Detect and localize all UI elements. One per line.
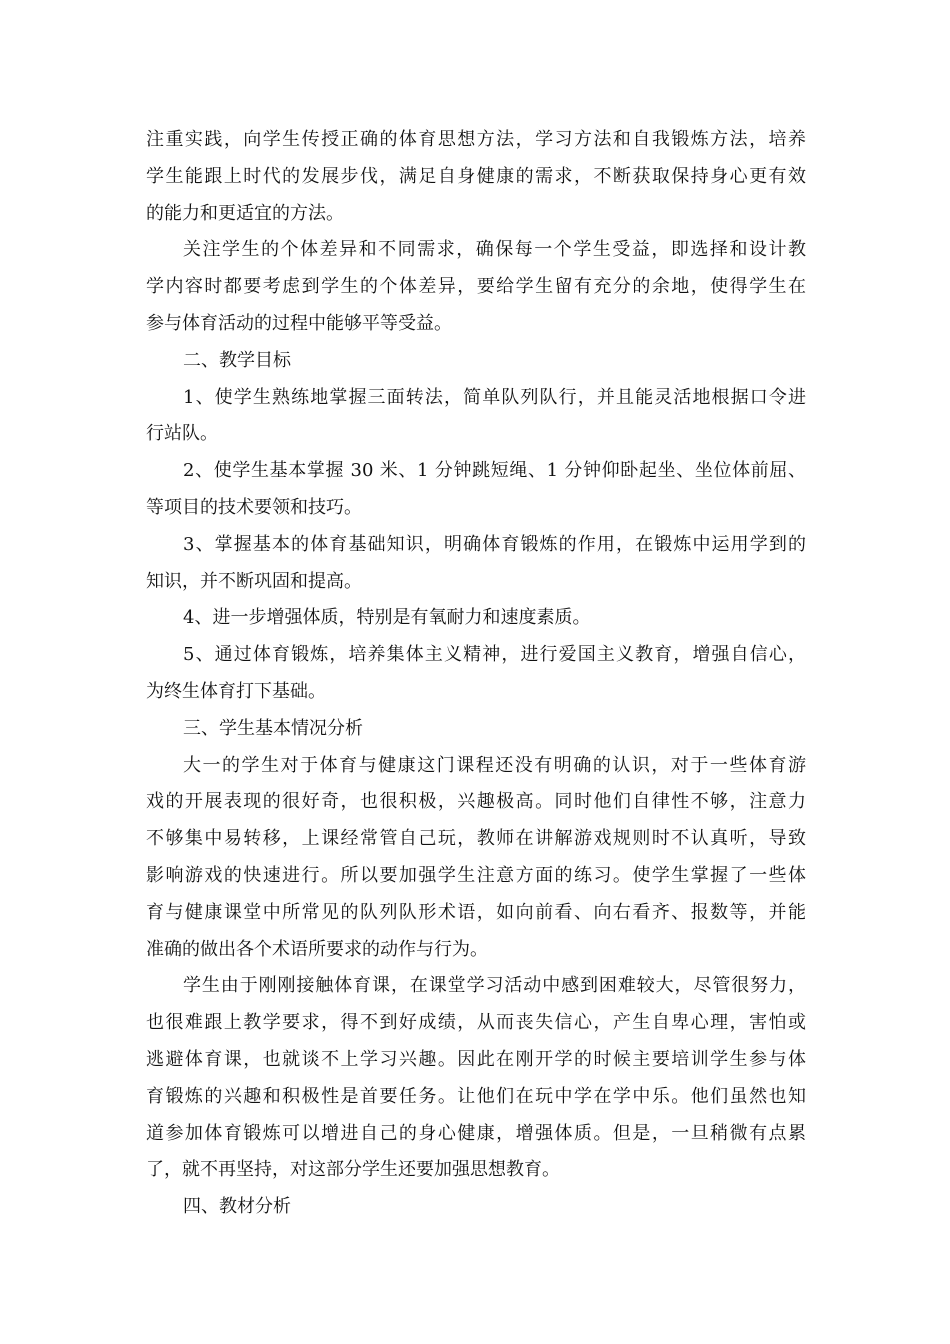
text-line: 等项目的技术要领和技巧。 [146,497,362,518]
text-line: 也很难跟上教学要求，得不到好成绩，从而丧失信心，产生自卑心理，害怕或 [146,1012,806,1034]
text-line: 3、掌握基本的体育基础知识，明确体育锻炼的作用，在锻炼中运用学到的 [183,533,806,555]
text-line: 2、使学生基本掌握 30 米、1 分钟跳短绳、1 分钟仰卧起坐、坐位体前屈、 [183,460,806,482]
text-line: 四、教材分析 [183,1196,291,1218]
text-line: 三、学生基本情况分析 [183,717,363,739]
text-line: 1、使学生熟练地掌握三面转法，简单队列队行，并且能灵活地根据口令进 [183,386,806,408]
text-line: 了，就不再坚持，对这部分学生还要加强思想教育。 [146,1159,560,1181]
text-line: 行站队。 [146,423,218,445]
text-line: 逃避体育课，也就谈不上学习兴趣。因此在刚开学的时候主要培训学生参与体 [146,1049,806,1070]
text-line: 关注学生的个体差异和不同需求，确保每一个学生受益，即选择和设计教 [183,239,806,261]
text-line: 注重实践，向学生传授正确的体育思想方法，学习方法和自我锻炼方法，培养 [146,129,806,150]
text-line: 5、通过体育锻炼，培养集体主义精神，进行爱国主义教育，增强自信心， [183,644,806,666]
text-line: 二、教学目标 [183,349,291,371]
text-line: 4、进一步增强体质，特别是有氧耐力和速度素质。 [183,607,591,629]
text-line: 大一的学生对于体育与健康这门课程还没有明确的认识，对于一些体育游 [183,754,806,776]
text-line: 的能力和更适宜的方法。 [146,202,344,224]
text-line: 育锻炼的兴趣和积极性是首要任务。让他们在玩中学在学中乐。他们虽然也知 [146,1085,806,1107]
text-line: 学内容时都要考虑到学生的个体差异，要给学生留有充分的余地，使得学生在 [146,276,806,298]
text-line: 参与体育活动的过程中能够平等受益。 [146,313,452,334]
text-line: 准确的做出各个术语所要求的动作与行为。 [146,938,488,960]
text-line: 道参加体育锻炼可以增进自己的身心健康，增强体质。但是，一旦稍微有点累 [146,1122,806,1144]
text-line: 影响游戏的快速进行。所以要加强学生注意方面的练习。使学生掌握了一些体 [146,865,806,886]
text-line: 为终生体育打下基础。 [146,681,326,702]
text-line: 学生能跟上时代的发展步伐，满足自身健康的需求，不断获取保持身心更有效 [146,165,806,187]
text-line: 育与健康课堂中所常见的队列队形术语，如向前看、向右看齐、报数等，并能 [146,901,806,923]
text-line: 知识，并不断巩固和提高。 [146,570,362,592]
text-line: 学生由于刚刚接触体育课，在课堂学习活动中感到困难较大，尽管很努力， [183,975,806,997]
text-line: 戏的开展表现的很好奇，也很积极，兴趣极高。同时他们自律性不够，注意力 [146,791,806,813]
text-line: 不够集中易转移，上课经常管自己玩，教师在讲解游戏规则时不认真听，导致 [146,828,806,850]
